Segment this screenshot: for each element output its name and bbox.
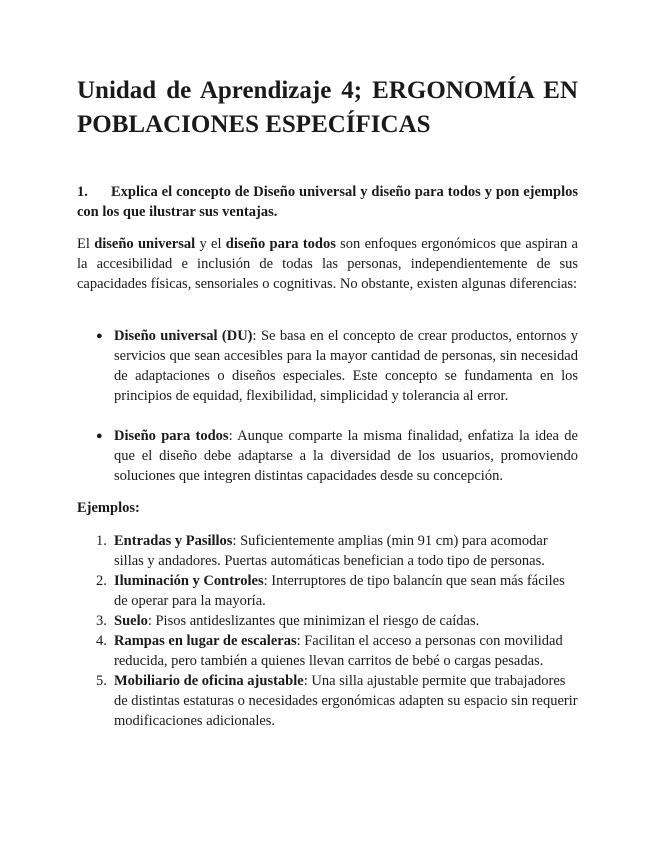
example-term: Entradas y Pasillos [114,533,233,549]
example-number: 4. [96,633,107,649]
example-text: : Facilitan el acceso a personas con movilidad reducida, pero también a quienes llevan carritos de bebé o cargas pesadas. [114,633,563,669]
question-number: 1. [77,184,88,200]
examples-heading: Ejemplos: [77,500,140,516]
bullet-icon: ● [96,430,103,442]
example-number: 2. [96,573,107,589]
definition-text: : Se basa en el concepto de crear productos, entornos y servicios que sean accesibles para la mayor cantidad de personas, sin necesidad de adaptaciones o diseños especiales. Este concepto se fundamenta en los principios de equidad, flexibilidad, simplicidad y tolerancia al error. [114,328,578,404]
bullet-icon: ● [96,330,103,342]
definition-term: Diseño para todos [114,428,229,444]
question-text: Explica el concepto de Diseño universal y diseño para todos y pon ejemplos con los que ilustrar sus ventajas. [77,184,578,220]
example-term: Suelo [114,613,148,629]
question-heading [77,182,578,222]
definition-item-du [96,326,578,406]
example-term: Mobiliario de oficina ajustable [114,673,304,689]
example-text: : Una silla ajustable permite que trabajadores de distintas estaturas o necesidades ergonómicas adapten su espacio sin requerir modificaciones adicionales. [114,673,578,729]
example-text: : Pisos antideslizantes que minimizan el riesgo de caídas. [147,613,480,629]
example-item [96,611,578,631]
intro-bold-diseno-universal: diseño universal [94,236,196,252]
definitions-list [0,326,578,486]
definition-term: Diseño universal (DU) [114,328,253,344]
example-number: 3. [96,613,107,629]
example-term: Rampas en lugar de escaleras [114,633,297,649]
example-item [96,571,578,611]
definition-item-dpt [96,426,578,486]
example-text: : Interruptores de tipo balancín que sean más fáciles de operar para la mayoría. [114,573,565,609]
definition-text: : Aunque comparte la misma finalidad, enfatiza la idea de que el diseño debe adaptarse a la diversidad de los usuarios, promoviendo soluciones que integren distintas capacidades desde su concepción. [114,428,578,484]
example-number: 5. [96,673,107,689]
example-item [96,631,578,671]
intro-text-1: El [77,236,95,252]
example-item [96,531,578,571]
example-number: 1. [96,533,107,549]
example-text: : Suficientemente amplias (min 91 cm) para acomodar sillas y andadores. Puertas automáticas benefician a todo tipo de personas. [114,533,548,569]
intro-bold-diseno-para-todos: diseño para todos [225,236,336,252]
intro-paragraph [77,234,578,294]
intro-text-3: son enfoques ergonómicos que aspiran a la accesibilidad e inclusión de todas las personas, independientemente de sus capacidades físicas, sensoriales o cognitivas. No obstante, existen algunas diferencias: [77,236,578,292]
intro-text-2: y el [195,236,226,252]
examples-list [0,531,578,731]
example-item [96,671,578,731]
document-title: Unidad de Aprendizaje 4; ERGONOMÍA EN POBLACIONES ESPECÍFICAS [77,77,578,138]
example-term: Iluminación y Controles [114,573,264,589]
